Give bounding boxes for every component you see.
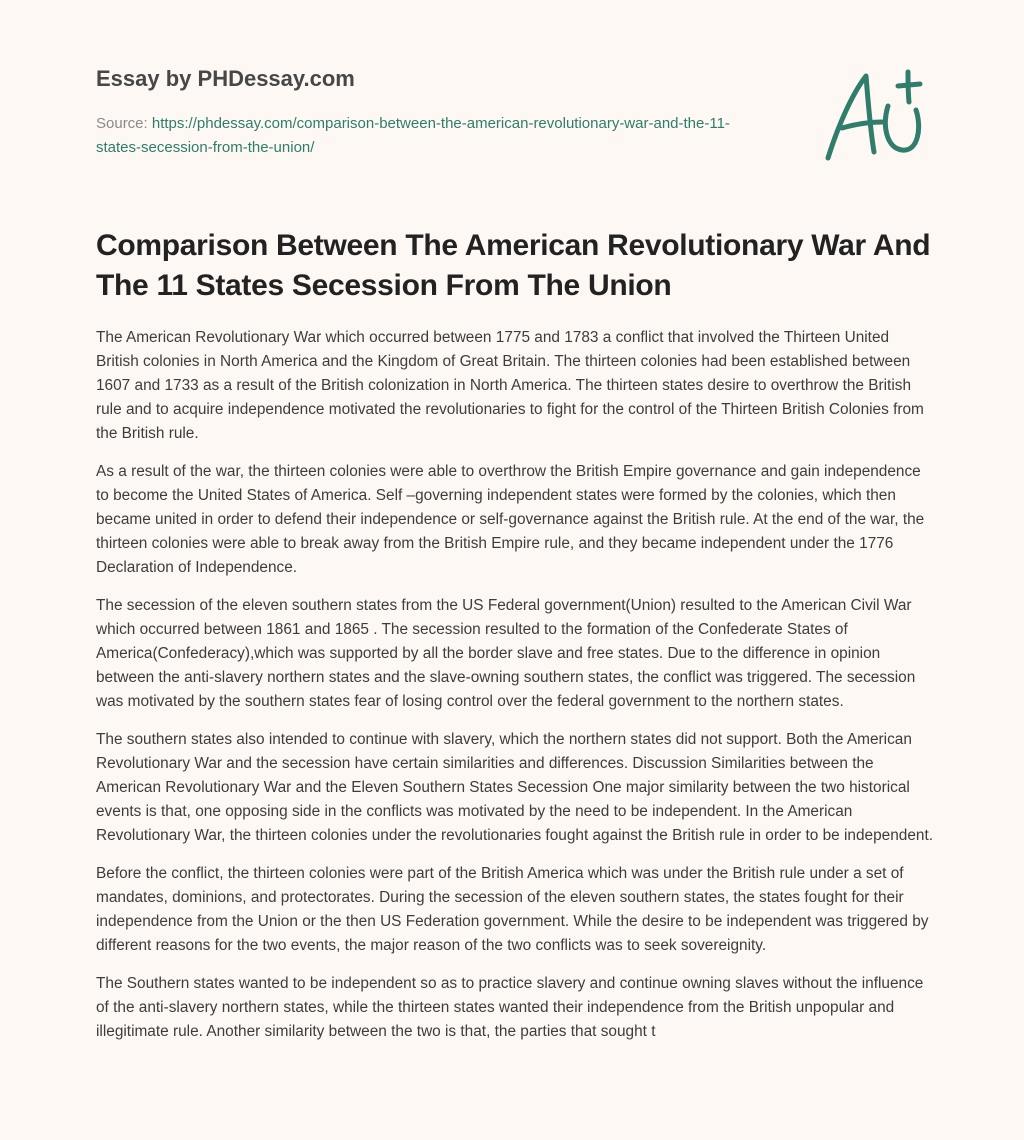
essay-paragraph: The southern states also intended to continue with slavery, which the northern states did not support. Both the American Revolutionary War and the secession have certain similarities and differences. Discussion Similarities between the American Revolutionary War and the Eleven Southern States Secession One major similarity between the two historical events is that, one opposing side in the conflicts was motivated by the need to be independent. In the American Revolutionary War, the thirteen colonies under the revolutionaries fought against the British rule in order to be independent. bbox=[96, 731, 934, 844]
essay-body bbox=[96, 326, 936, 1058]
essay-paragraph: The Southern states wanted to be independent so as to practice slavery and continue owning slaves without the influence of the anti-slavery northern states, while the thirteen states wanted their independence from the British unpopular and illegitimate rule. Another similarity between the two is that, the parties that sought t bbox=[96, 975, 924, 1040]
a-plus-grade-logo-icon bbox=[816, 66, 936, 166]
source-link[interactable]: https://phdessay.com/comparison-between-the-american-revolutionary-war-and-the-11-states-secession-from-the-union/ bbox=[96, 115, 730, 156]
source-label: Source: bbox=[96, 115, 148, 132]
essay-paragraph: Before the conflict, the thirteen colonies were part of the British America which was under the British rule under a set of mandates, dominions, and protectorates. During the secession of the eleven southern states, the states fought for their independence from the Union or the then US Federation government. While the desire to be independent was triggered by different reasons for the two events, the major reason of the two conflicts was to seek sovereignity. bbox=[96, 865, 929, 954]
essay-paragraph: As a result of the war, the thirteen colonies were able to overthrow the British Empire governance and gain independence to become the United States of America. Self –governing independent states were formed by the colonies, which then became united in order to defend their independence or self-governance against the British rule. At the end of the war, the thirteen colonies were able to break away from the British Empire rule, and they became independent under the 1776 Declaration of Independence. bbox=[96, 463, 925, 576]
essay-paragraph: The American Revolutionary War which occurred between 1775 and 1783 a conflict that involved the Thirteen United British colonies in North America and the Kingdom of Great Britain. The thirteen colonies had been established between 1607 and 1733 as a result of the British colonization in North America. The thirteen states desire to overthrow the British rule and to acquire independence motivated the revolutionaries to fight for the control of the Thirteen British Colonies from the British rule. bbox=[96, 329, 924, 442]
site-brand: Essay by PHDessay.com bbox=[96, 66, 355, 91]
source-line bbox=[96, 112, 736, 160]
essay-title: Comparison Between The American Revolutionary War And The 11 States Secession From The Union bbox=[96, 229, 931, 302]
essay-paragraph: The secession of the eleven southern states from the US Federal government(Union) resulted to the American Civil War which occurred between 1861 and 1865 . The secession resulted to the formation of the Confederate States of America(Confederacy),which was supported by all the border slave and free states. Due to the difference in opinion between the anti-slavery northern states and the slave-owning southern states, the conflict was triggered. The secession was motivated by the southern states fear of losing control over the federal government to the northern states. bbox=[96, 597, 916, 710]
